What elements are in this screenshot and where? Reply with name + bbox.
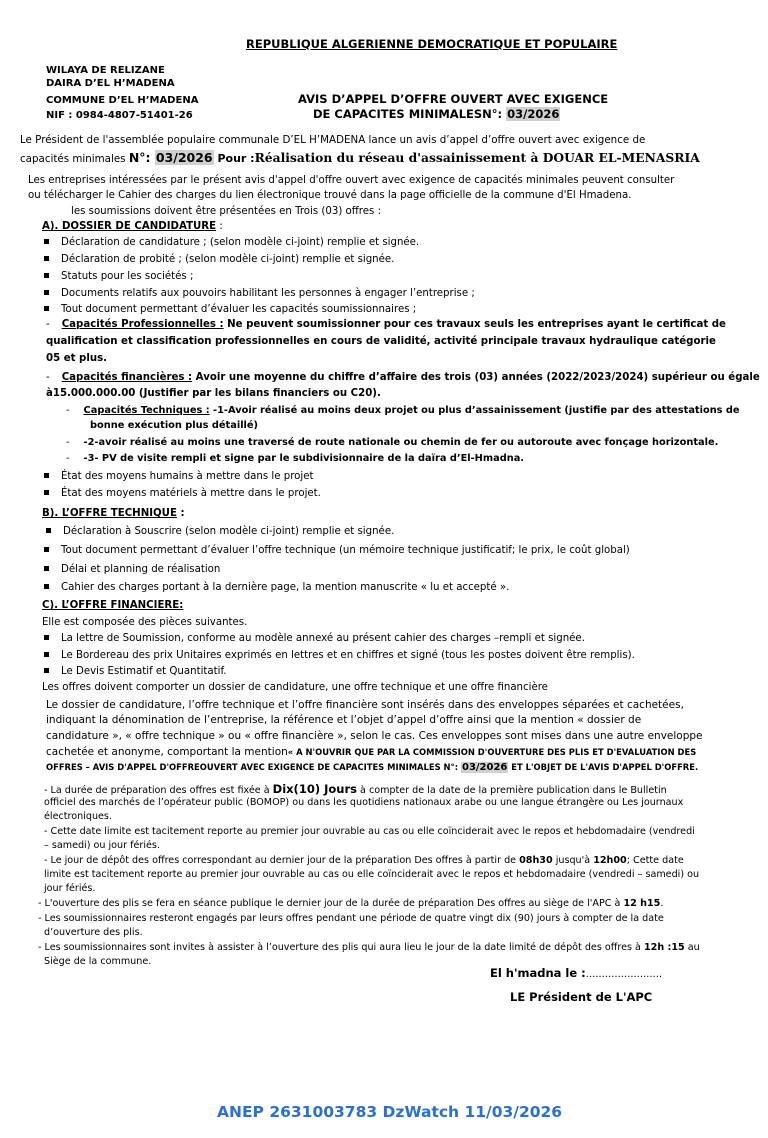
term-5a: - Les soumissionnaires resteront engagés par leurs offres pendant une période de quatre vingt dix (90) jours à compter de la date [38,913,664,924]
wilaya-label: WILAYA DE RELIZANE [46,65,165,76]
signature-president: LE Président de L'APC [510,990,653,1004]
republic-heading: REPUBLIQUE ALGERIENNE DEMOCRATIQUE ET POPULAIRE [246,37,618,51]
term-3a: - Le jour de dépôt des offres correspondant au dernier jour de la préparation Des offres à partir de 08h30 jusqu'à 12h00; Cette date [44,855,684,866]
fin-capacity-line2: à15.000.000.00 (Justifier par les bilans financiers ou C20). [46,388,381,399]
closing-p3: candidature », « offre technique » ou « offre financière », selon le cas. Ces enveloppes sont mises dans une autre enveloppe [46,730,703,742]
list-item: Déclaration de candidature ; (selon modèle ci-joint) remplie et signée. [44,237,419,248]
section-b-heading: B). L’OFFRE TECHNIQUE : [42,508,185,519]
list-item: Statuts pour les sociétés ; [44,271,193,282]
tech-item-2: - -2-avoir réalisé au moins une traversé de route nationale ou chemin de fer ou autoroute avec fonçage horizontale. [66,437,719,448]
intro-number: 03/2026 [155,150,213,165]
signature-place: El h'madna le :........................ [490,966,663,980]
term-1b: officiel des marchés de l’opérateur public (BOMOP) ou dans les quotidiens nationaux arabe ou une langue étrangère ou Les journaux [44,797,684,808]
list-item: Délai et planning de réalisation [44,564,220,575]
prof-capacity: - Capacités Professionnelles : Ne peuvent soumissionner pour ces travaux seuls les entreprises ayant le certificat de [46,319,726,330]
list-item: Documents relatifs aux pouvoirs habilitant les personnes à engager l’entreprise ; [44,288,475,299]
term-6a: - Les soumissionnaires sont invites à assister à l’ouverture des plis qui aura lieu le jour de la date limité de dépôt des offres à 12h :15 au [38,942,700,953]
closing-p2: indiquant la dénomination de l’entreprise, la référence et l’objet d’appel d’offre ainsi que la mention « dossier de [46,714,642,726]
term-4: - L'ouverture des plis se fera en séance publique le dernier jour de la durée de préparation Des offres au siège de l'APC à 12 h15. [38,898,664,909]
list-item: État des moyens humains à mettre dans le projet [44,471,314,482]
term-1c: électroniques. [44,811,112,822]
tech-item-3: - -3- PV de visite rempli et signe par le subdivisionnaire de la daïra d’El-Hmadna. [66,453,525,464]
list-item: La lettre de Soumission, conforme au modèle annexé au présent cahier des charges –rempli et signée. [44,633,585,644]
nif-label: NIF : 0984-4807-51401-26 [46,110,193,121]
project-object: Réalisation du réseau d'assainissement à DOUAR EL-MENASRIA [254,150,700,165]
fin-capacity: - Capacités financières : Avoir une moyenne du chiffre d’affaire des trois (03) années (2022/2023/2024) supérieur ou égale [46,372,760,383]
intro-para-line2: ou télécharger le Cahier des charges du lien électronique trouvé dans la page officielle de la commune d'El Hmadena. [28,190,632,201]
term-3c: jour fériés. [44,883,96,894]
footer-reference: ANEP 2631003783 DzWatch 11/03/2026 [217,1103,563,1121]
section-c-intro: Elle est composée des pièces suivantes. [42,617,248,628]
tech-capacity-line2: bonne exécution plus détaillé) [90,420,259,431]
list-item: Le Bordereau des prix Unitaires exprimés en lettres et en chiffres et signé (tous les postes doivent être remplis). [44,650,635,661]
avis-title-line2: DE CAPACITES MINIMALESN°: 03/2026 [313,107,560,121]
section-a-heading: A). DOSSIER DE CANDIDATURE : [42,221,223,232]
term-1a: - La durée de préparation des offres est fixée à Dix(10) Jours à compter de la date de la première publication dans le Bulletin [44,782,667,796]
closing-p4: cachetée et anonyme, comportant la mention« A N'OUVRIR QUE PAR LA COMMISSION D'OUVERTURE DES PLIS ET D'EVALUATION DES [46,746,697,758]
daira-label: DAIRA D’EL H’MADENA [46,78,175,89]
closing-p1: Le dossier de candidature, l’offre technique et l’offre financière sont insérés dans des enveloppes séparées et cachetées, [46,699,684,711]
term-2a: - Cette date limite est tacitement reporte au premier jour ouvrable au cas ou elle coïnciderait avec le repos et hebdomadaire (vendredi [44,826,695,837]
list-item: Déclaration à Souscrire (selon modèle ci-joint) remplie et signée. [46,526,394,537]
list-item: Le Devis Estimatif et Quantitatif. [44,666,227,677]
intro-para-line3: les soumissions doivent être présentées en Trois (03) offres : [71,206,382,217]
intro-para-line1: Les entreprises intéressées par le présent avis d'appel d'offre ouvert avec exigence de capacités minimales peuvent consulter [28,175,675,186]
term-5b: d’ouverture des plis. [44,927,143,938]
intro-line1: Le Président de l'assemblée populaire communale D’EL H’MADENA lance un avis d’appel d’offre ouvert avec exigence de [20,134,646,146]
closing-p5: OFFRES – AVIS D'APPEL D'OFFREOUVERT AVEC EXIGENCE DE CAPACITES MINIMALES N°: 03/2026 ET L'OBJET DE L'AVIS D'APPEL D'OFFRE. [46,762,699,773]
term-3b: limite est tacitement reporte au premier jour ouvrable au cas ou elle coïnciderait avec le repos et hebdomadaire (vendredi – samedi) ou [44,869,700,880]
tech-capacity: - Capacités Techniques : -1-Avoir réalisé au moins deux projet ou plus d’assainissement (justifie par des attestations de [66,405,740,416]
section-c-heading: C). L’OFFRE FINANCIERE: [42,600,184,611]
avis-title-line1: AVIS D’APPEL D’OFFRE OUVERT AVEC EXIGENCE [298,92,609,106]
intro-line2: capacités minimales N°: 03/2026 Pour :Réalisation du réseau d'assainissement à DOUAR EL-MENASRIA [20,150,700,165]
closing-line1: Les offres doivent comporter un dossier de candidature, une offre technique et une offre financière [42,682,548,693]
commune-label: COMMUNE D’EL H’MADENA [46,95,199,106]
avis-number: 03/2026 [507,107,560,121]
list-item: Déclaration de probité ; (selon modèle ci-joint) remplie et signée. [44,254,394,265]
list-item: Tout document permettant d’évaluer l’offre technique (un mémoire technique justificatif; le prix, le coût global) [44,545,630,556]
prof-capacity-line3: 05 et plus. [46,353,108,364]
prof-capacity-line2: qualification et classification professionnelles en cours de validité, activité principale travaux hydraulique catégorie [46,336,716,347]
term-6b: Siège de la commune. [44,956,152,967]
term-2b: – samedi) ou jour fériés. [44,840,160,851]
list-item: Cahier des charges portant à la dernière page, la mention manuscrite « lu et accepté ». [44,582,509,593]
list-item: État des moyens matériels à mettre dans le projet. [44,488,321,499]
list-item: Tout document permettant d’évaluer les capacités soumissionnaires ; [44,304,416,315]
